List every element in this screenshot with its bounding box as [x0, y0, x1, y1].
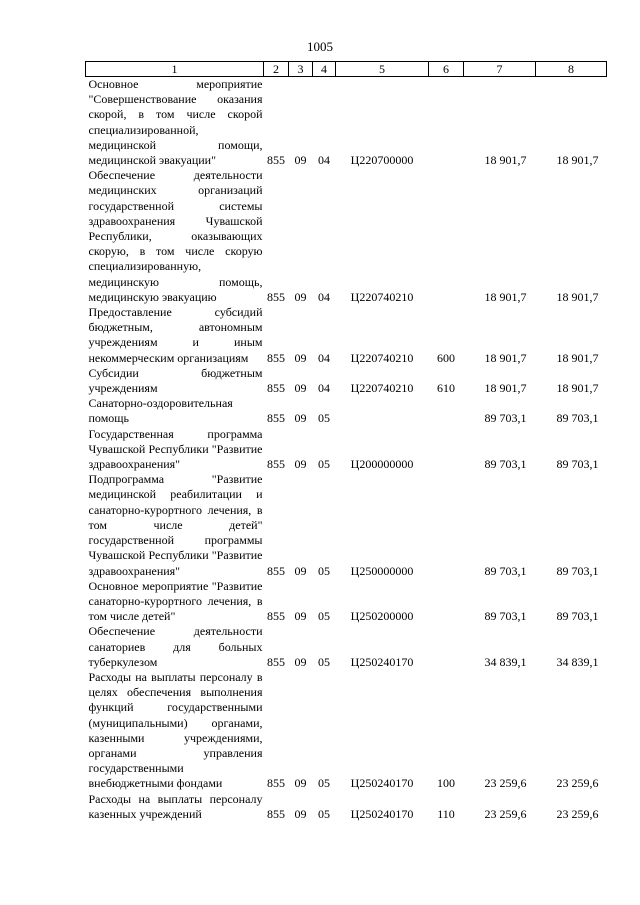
- row-amount-1: 34 839,1: [484, 654, 527, 669]
- row-section-code: 09: [294, 153, 307, 168]
- row-name: Расходы на выплаты персоналу казенных учреждений: [88, 791, 263, 821]
- row-admin-code: 855: [267, 350, 285, 365]
- row-name: Предоставление субсидий бюджетным, автономным учреждениям и иным некоммерческим организациям: [88, 305, 263, 365]
- row-subsection-code: 05: [318, 654, 330, 669]
- column-header: 2: [264, 62, 289, 77]
- table-row: [86, 472, 607, 578]
- row-admin-code: 855: [267, 457, 285, 472]
- column-header: 4: [313, 62, 336, 77]
- row-target-code: Ц220700000: [350, 153, 414, 168]
- column-header: 1: [86, 62, 264, 77]
- row-amount-1: 18 901,7: [484, 153, 527, 168]
- row-subsection-code: 05: [318, 411, 330, 426]
- row-amount-2: 23 259,6: [556, 806, 599, 821]
- row-target-code: Ц250000000: [350, 563, 414, 578]
- row-target-code: Ц250200000: [350, 609, 414, 624]
- row-amount-2: 89 703,1: [556, 609, 599, 624]
- row-target-code: Ц220740210: [350, 350, 414, 365]
- row-target-code: Ц220740210: [350, 289, 414, 304]
- row-subsection-code: 05: [318, 563, 330, 578]
- column-header: 8: [536, 62, 607, 77]
- row-expense-type: [429, 396, 464, 426]
- column-header: 6: [429, 62, 464, 77]
- row-expense-type: 100: [437, 776, 455, 791]
- table-row: [86, 624, 607, 670]
- row-name: Санаторно-оздоровительная помощь: [88, 396, 233, 426]
- row-target-code: Ц200000000: [350, 457, 414, 472]
- row-section-code: 09: [294, 806, 307, 821]
- row-amount-2: 34 839,1: [556, 654, 599, 669]
- row-target-code: Ц250240170: [350, 776, 414, 791]
- table-row: [86, 579, 607, 625]
- row-expense-type: [429, 624, 464, 670]
- row-section-code: 09: [294, 654, 307, 669]
- row-amount-2: 89 703,1: [556, 563, 599, 578]
- row-subsection-code: 04: [318, 153, 330, 168]
- row-amount-1: 18 901,7: [484, 289, 527, 304]
- row-name: Подпрограмма "Развитие медицинской реабилитации и санаторно-курортного лечения, в том числе детей" государственной программы Чувашской Республики "Развитие здравоохранения": [88, 472, 263, 578]
- row-expense-type: [429, 77, 464, 169]
- row-amount-1: 18 901,7: [484, 350, 527, 365]
- row-section-code: 09: [294, 776, 307, 791]
- table-row: [86, 670, 607, 792]
- row-section-code: 09: [294, 350, 307, 365]
- row-amount-2: 18 901,7: [556, 289, 599, 304]
- row-name: Расходы на выплаты персоналу в целях обеспечения выполнения функций государственными (муниципальными) органами, казенными учреждениями, органами управления государственными внебюджетными фондами: [88, 669, 263, 791]
- row-section-code: 09: [294, 609, 307, 624]
- row-amount-1: 89 703,1: [484, 563, 527, 578]
- row-admin-code: 855: [267, 609, 285, 624]
- row-amount-1: 89 703,1: [484, 457, 527, 472]
- column-header: 3: [289, 62, 313, 77]
- row-section-code: 09: [294, 381, 307, 396]
- row-admin-code: 855: [267, 563, 285, 578]
- row-subsection-code: 04: [318, 350, 330, 365]
- page-number: 1005: [307, 39, 333, 54]
- row-admin-code: 855: [267, 776, 285, 791]
- row-expense-type: [429, 168, 464, 305]
- row-name: Государственная программа Чувашской Республики "Развитие здравоохранения": [88, 426, 263, 472]
- row-expense-type: 610: [437, 381, 455, 396]
- column-header: 5: [336, 62, 429, 77]
- table-row: [86, 168, 607, 305]
- table-row: [86, 427, 607, 473]
- row-admin-code: 855: [267, 381, 285, 396]
- row-name: Основное мероприятие "Совершенствование оказания скорой, в том числе скорой специализированной, медицинской помощи, медицинской эвакуации": [88, 77, 263, 168]
- row-admin-code: 855: [267, 289, 285, 304]
- budget-table: [85, 61, 607, 822]
- row-target-code: [336, 396, 429, 426]
- row-amount-1: 23 259,6: [484, 776, 527, 791]
- row-amount-2: 18 901,7: [556, 350, 599, 365]
- row-amount-1: 23 259,6: [484, 806, 527, 821]
- row-expense-type: 600: [437, 350, 455, 365]
- row-subsection-code: 05: [318, 806, 330, 821]
- row-name: Субсидии бюджетным учреждениям: [88, 365, 263, 396]
- row-expense-type: [429, 427, 464, 473]
- row-admin-code: 855: [267, 153, 285, 168]
- row-amount-2: 23 259,6: [556, 776, 599, 791]
- row-section-code: 09: [294, 457, 307, 472]
- row-subsection-code: 05: [318, 609, 330, 624]
- row-expense-type: [429, 472, 464, 578]
- row-name: Обеспечение деятельности санаториев для больных туберкулезом: [88, 624, 263, 669]
- row-amount-2: 89 703,1: [556, 457, 599, 472]
- row-target-code: Ц250240170: [350, 806, 414, 821]
- row-subsection-code: 04: [318, 289, 330, 304]
- row-section-code: 09: [294, 563, 307, 578]
- column-header: 7: [464, 62, 536, 77]
- table-header-row: [86, 62, 607, 77]
- row-target-code: Ц220740210: [350, 381, 414, 396]
- row-subsection-code: 05: [318, 457, 330, 472]
- row-amount-2: 89 703,1: [556, 411, 599, 426]
- table-row: [86, 77, 607, 169]
- table-row: [86, 366, 607, 396]
- row-name: Обеспечение деятельности медицинских организаций государственной системы здравоохранения Чувашской Республики, оказывающих скорую, в том числе скорую специализированную, медицинскую помощь, медицинскую эвакуацию: [88, 168, 263, 304]
- row-amount-1: 89 703,1: [484, 411, 527, 426]
- row-admin-code: 855: [267, 654, 285, 669]
- row-section-code: 09: [294, 289, 307, 304]
- row-amount-1: 18 901,7: [484, 381, 527, 396]
- row-name: Основное мероприятие "Развитие санаторно-курортного лечения, в том числе детей": [88, 578, 263, 624]
- row-amount-2: 18 901,7: [556, 381, 599, 396]
- row-amount-2: 18 901,7: [556, 153, 599, 168]
- row-expense-type: 110: [437, 806, 455, 821]
- table-row: [86, 396, 607, 426]
- row-admin-code: 855: [267, 411, 285, 426]
- row-admin-code: 855: [267, 806, 285, 821]
- row-subsection-code: 05: [318, 776, 330, 791]
- row-section-code: 09: [294, 411, 307, 426]
- row-subsection-code: 04: [318, 381, 330, 396]
- row-target-code: Ц250240170: [350, 654, 414, 669]
- table-row: [86, 305, 607, 366]
- table-row: [86, 792, 607, 822]
- row-amount-1: 89 703,1: [484, 609, 527, 624]
- row-expense-type: [429, 579, 464, 625]
